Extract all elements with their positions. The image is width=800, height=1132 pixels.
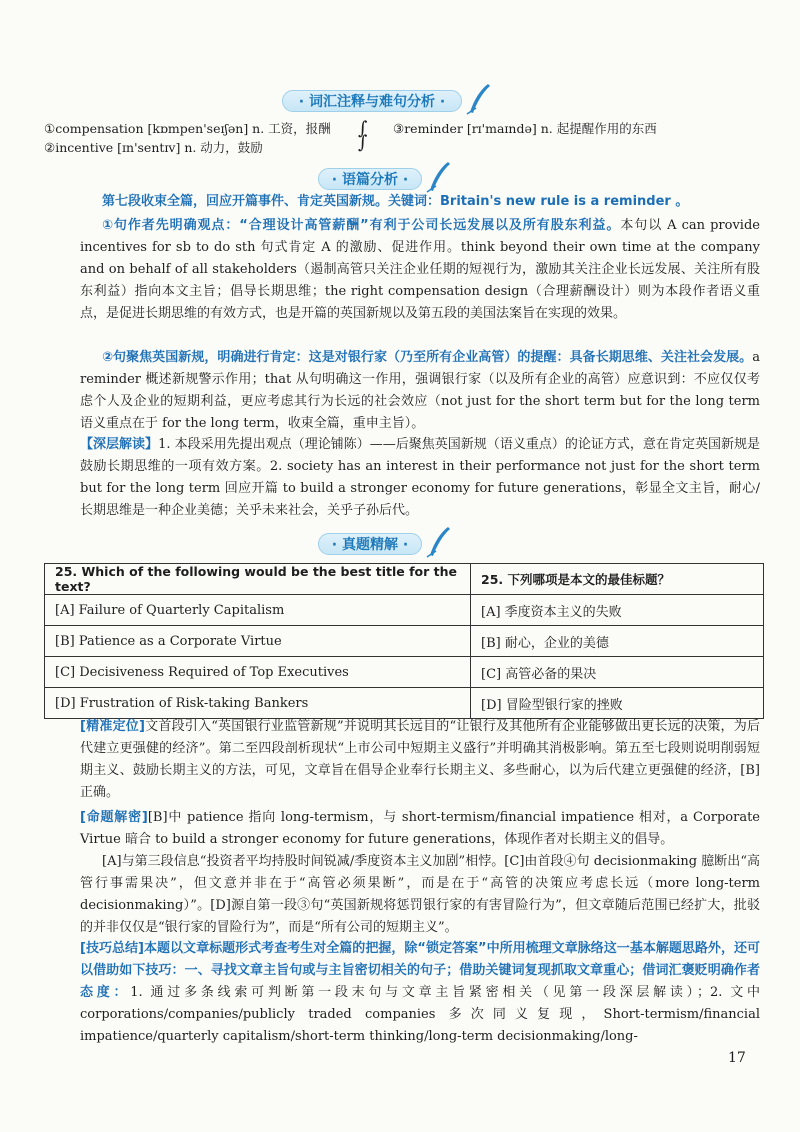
vocab-banner: [0, 86, 800, 116]
vocab-item-incentive: ②incentive [ɪn'sentɪv] n. 动力，鼓励: [44, 140, 263, 155]
deep-reading: [80, 434, 760, 522]
option-d-en: [D] Frustration of Risk-taking Bankers: [45, 688, 471, 719]
option-row: [45, 688, 764, 719]
discourse-banner: [0, 164, 800, 194]
option-row: [45, 657, 764, 688]
option-row: [45, 626, 764, 657]
skill-summary-text: 1. 通过多条线索可判断第一段末句与文章主旨紧密相关（见第一段深层解读）；2. 文中 corporations/companies/publicly traded companies 多次同义复现，Short-termism/financial impatience/quarterly capitalism/short-term thinking/long-term decisionmaking/long-: [80, 985, 760, 1044]
option-c-en: [C] Decisiveness Required of Top Executives: [45, 657, 471, 688]
question-design-text: [B]中 patience 指向 long-termism，与 short-termism/financial impatience 相对，a Corporate Virtue 暗合 to build a stronger economy for future generations，体现作者对长期主义的倡导。: [80, 810, 760, 847]
option-row: [45, 595, 764, 626]
quill-pen-icon: [464, 82, 492, 116]
option-c-cn: [C] 高管必备的果决: [471, 657, 764, 688]
discourse-heading: 第七段收束全篇，回应开篇事件、肯定英国新规。关键词：Britain's new rule is a reminder 。: [102, 194, 689, 209]
question-header-en: 25. Which of the following would be the best title for the text?: [45, 564, 471, 595]
option-b-en: [B] Patience as a Corporate Virtue: [45, 626, 471, 657]
discourse-banner-title: · 语篇分析 ·: [318, 168, 422, 190]
exam-banner: [0, 529, 800, 559]
deep-reading-tag: 【深层解读】: [80, 437, 159, 452]
skill-summary: [80, 938, 760, 1048]
skill-summary-lead: 本题以文章标题形式考查考生对全篇的把握，除“锁定答案”中所用梳理文章脉络这一基本解题思路外，还可以借助如下技巧：一、寻找文章主旨句或与主旨密切相关的句子；借助关键词复现抓取文章重心；借词汇褒贬明确作者态度：: [80, 941, 760, 1000]
page-number: 17: [728, 1050, 746, 1066]
option-a-en: [A] Failure of Quarterly Capitalism: [45, 595, 471, 626]
discourse-paragraph-2: [80, 347, 760, 435]
discourse-paragraph-1: [80, 215, 760, 325]
wrong-options-analysis: [A]与第三段信息“投资者平均持股时间锐减/季度资本主义加剧”相悖。[C]由首段④句 decisionmaking 臆断出“高管行事需果决”，但文意并非在于“高管必须果断”，而是在于“高管的决策应考虑长远（more long-term decisionmaking）”。[D]源自第一段③句“英国新规将惩罚银行家的有害冒险行为”，但文章随后范围已经扩大，批驳的并非仅仅是“银行家的冒险行为”，而是“所有公司的短期主义”。: [80, 854, 760, 935]
skill-summary-tag: [技巧总结]: [80, 941, 144, 956]
question-header-cn: 25. 下列哪项是本文的最佳标题？: [471, 564, 764, 595]
precise-location-text: 文首段引入“英国银行业监管新规”并说明其长远目的“让银行及其他所有企业能够做出更长远的决策，为后代建立更强健的经济”。第二至四段剖析现状“上市公司中短期主义盛行”并明确其消极影响。第五至七段则说明削弱短期主义、鼓励长期主义的方法，可见，文章旨在倡导企业奉行长期主义、多些耐心，以为后代建立更强健的经济，[B]正确。: [80, 719, 760, 800]
option-d-cn: [D] 冒险型银行家的挫败: [471, 688, 764, 719]
vocab-brace: ∫ ∫: [358, 118, 368, 153]
quill-pen-icon: [424, 160, 452, 194]
paragraph-1-lead: ①句作者先明确观点：“合理设计高管薪酬”有利于公司长远发展以及所有股东利益。: [102, 218, 621, 233]
vocab-item-compensation: ①compensation [kɒmpen'seɪʃən] n. 工资，报酬: [44, 121, 331, 136]
precise-location: [80, 716, 760, 804]
vocab-item-reminder: ③reminder [rɪ'maɪndə] n. 起提醒作用的东西: [393, 121, 657, 136]
option-a-cn: [A] 季度资本主义的失败: [471, 595, 764, 626]
question-design-tag: [命题解密]: [80, 810, 148, 825]
question-table: [44, 563, 764, 719]
exam-banner-title: · 真题精解 ·: [318, 533, 422, 555]
paragraph-2-body: a reminder 概述新规警示作用；that 从句明确这一作用，强调银行家（以及所有企业的高管）应意识到：不应仅仅考虑个人及企业的短期利益，更应考虑其行为长远的社会效应（not just for the short term but for the long term 语义重点在于 for the long term，收束全篇，重申主旨）。: [80, 350, 760, 431]
precise-location-tag: [精准定位]: [80, 719, 145, 734]
deep-reading-text: 1. 本段采用先提出观点（理论铺陈）——后聚焦英国新规（语义重点）的论证方式，意在肯定英国新规是鼓励长期思维的一项有效方案。2. society has an interest in their performance not just for the short term but for the long term 回应开篇 to build a stronger economy for future generations，彰显全文主旨，耐心/长期思维是一种企业美德；关乎未来社会，关乎子孙后代。: [80, 437, 760, 518]
paragraph-2-lead: ②句聚焦英国新规，明确进行肯定：这是对银行家（乃至所有企业高管）的提醒：具备长期思维、关注社会发展。: [102, 350, 753, 365]
quill-pen-icon: [424, 525, 452, 559]
vocab-banner-title: · 词汇注释与难句分析 ·: [282, 90, 462, 112]
question-design: [80, 807, 760, 851]
option-b-cn: [B] 耐心，企业的美德: [471, 626, 764, 657]
paragraph-1-body: 本句以 A can provide incentives for sb to do sth 句式肯定 A 的激励、促进作用。think beyond their own time at the company and on behalf of all stakeholders（遏制高管只关注企业任期的短视行为，激励其关注企业长远发展、关注所有股东利益）指向本文主旨；倡导长期思维；the right compensation design（合理薪酬设计）则为本段作者语义重点，是促进长期思维的有效方式，也是开篇的英国新规以及第五段的美国法案旨在实现的效果。: [80, 218, 760, 321]
question-header-row: [45, 564, 764, 595]
